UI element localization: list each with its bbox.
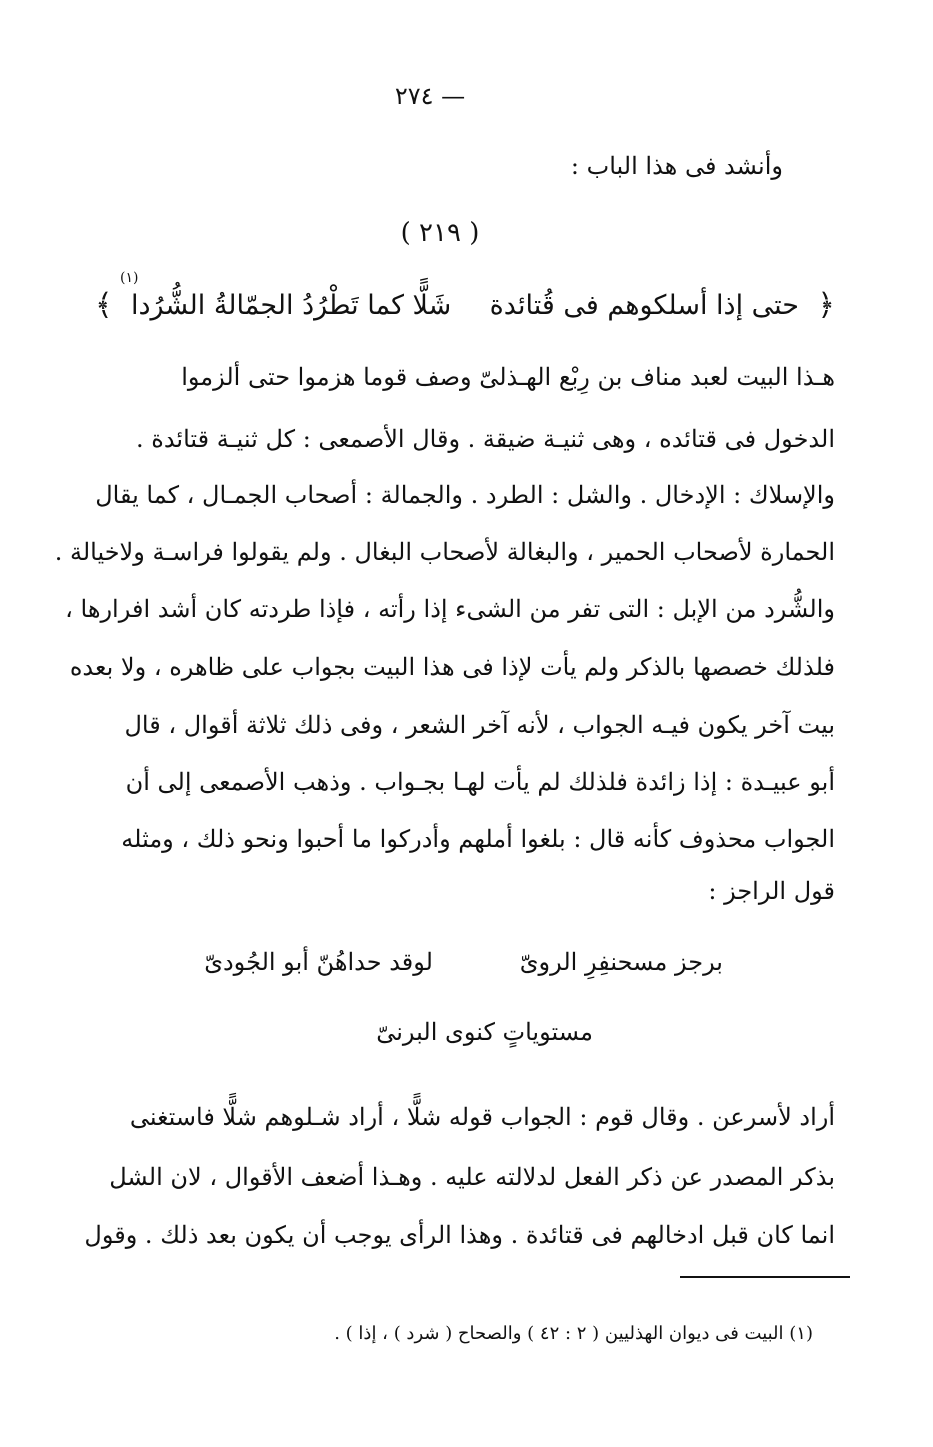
commentary-line: الدخول فى قتائده ، وهى ثنيـة ضيقة . وقال الأصمعى : كل ثنيـة قتائدة . — [136, 425, 835, 453]
commentary-line: فلذلك خصصها بالذكر ولم يأت لإذا فى هذا البيت بجواب على ظاهره ، ولا بعده — [69, 653, 835, 681]
rajaz-line-1b: برجز مسحنفِرِ الروىّ — [519, 948, 723, 976]
continuation-line: انما كان قبل ادخالهم فى قتائدة . وهذا الرأى يوجب أن يكون بعد ذلك . وقول — [84, 1221, 835, 1249]
commentary-line: والإسلاك : الإدخال . والشل : الطرد . والجمالة : أصحاب الجمـال ، كما يقال — [95, 481, 835, 509]
commentary-line: والشُّرد من الإبل : التى تفر من الشىء إذا رأته ، فإذا طردته كان أشد افرارها ، — [65, 595, 835, 623]
rajaz-line-1a: لوقد حداهُنّ أبو الجُودىّ — [204, 948, 433, 976]
rajaz-line-2: مستوياتٍ كنوى البرنىّ — [376, 1018, 593, 1046]
footnote: (١) البيت فى ديوان الهذليين ( ٢ : ٤٢ ) والصحاح ( شرد ) ، إذا ) . — [334, 1323, 813, 1344]
commentary-line: قول الراجز : — [708, 877, 835, 905]
intro-line: وأنشد فى هذا الباب : — [570, 152, 783, 180]
verse-hemistich-first: حتى إذا أسلكوهم فى قُتائدة — [489, 290, 799, 321]
continuation-line: بذكر المصدر عن ذكر الفعل لدلالته عليه . وهـذا أضعف الأقوال ، لان الشل — [109, 1163, 835, 1191]
footnote-rule — [680, 1276, 850, 1278]
verse-open-bracket: ﴿ — [817, 288, 835, 323]
continuation-line: أراد لأسرعن . وقال قوم : الجواب قوله شلًّا ، أراد شـلوهم شلًّا فاستغنى — [129, 1103, 835, 1131]
verse-close-bracket: ﴾ — [95, 288, 113, 323]
verse-line — [95, 288, 835, 328]
commentary-line: الجواب محذوف كأنه قال : بلغوا أملهم وأدركوا ما أحبوا ونحو ذلك ، ومثله — [121, 825, 835, 853]
commentary-line: بيت آخر يكون فيـه الجواب ، لأنه آخر الشعر ، وفى ذلك ثلاثة أقوال ، قال — [124, 711, 835, 739]
verse-number: ( ٢١٩ ) — [400, 218, 480, 248]
commentary-line: الحمارة لأصحاب الحمير ، والبغالة لأصحاب البغال . ولم يقولوا فراسـة ولاخيالة . — [54, 538, 835, 566]
commentary-line: هـذا البيت لعبد مناف بن رِبْع الهـذلىّ وصف قوما هزموا حتى ألزموا — [181, 363, 835, 391]
footnote-marker: (١) — [120, 270, 139, 286]
verse-hemistich-second: شَلًّا كما تَطْرُدُ الجمّالةُ الشُّرُدا — [131, 290, 452, 321]
commentary-line: أبو عبيـدة : إذا زائدة فلذلك لم يأت لهـا بجـواب . وذهب الأصمعى إلى أن — [125, 768, 835, 796]
page-number: — ٢٧٤ — [394, 82, 466, 110]
